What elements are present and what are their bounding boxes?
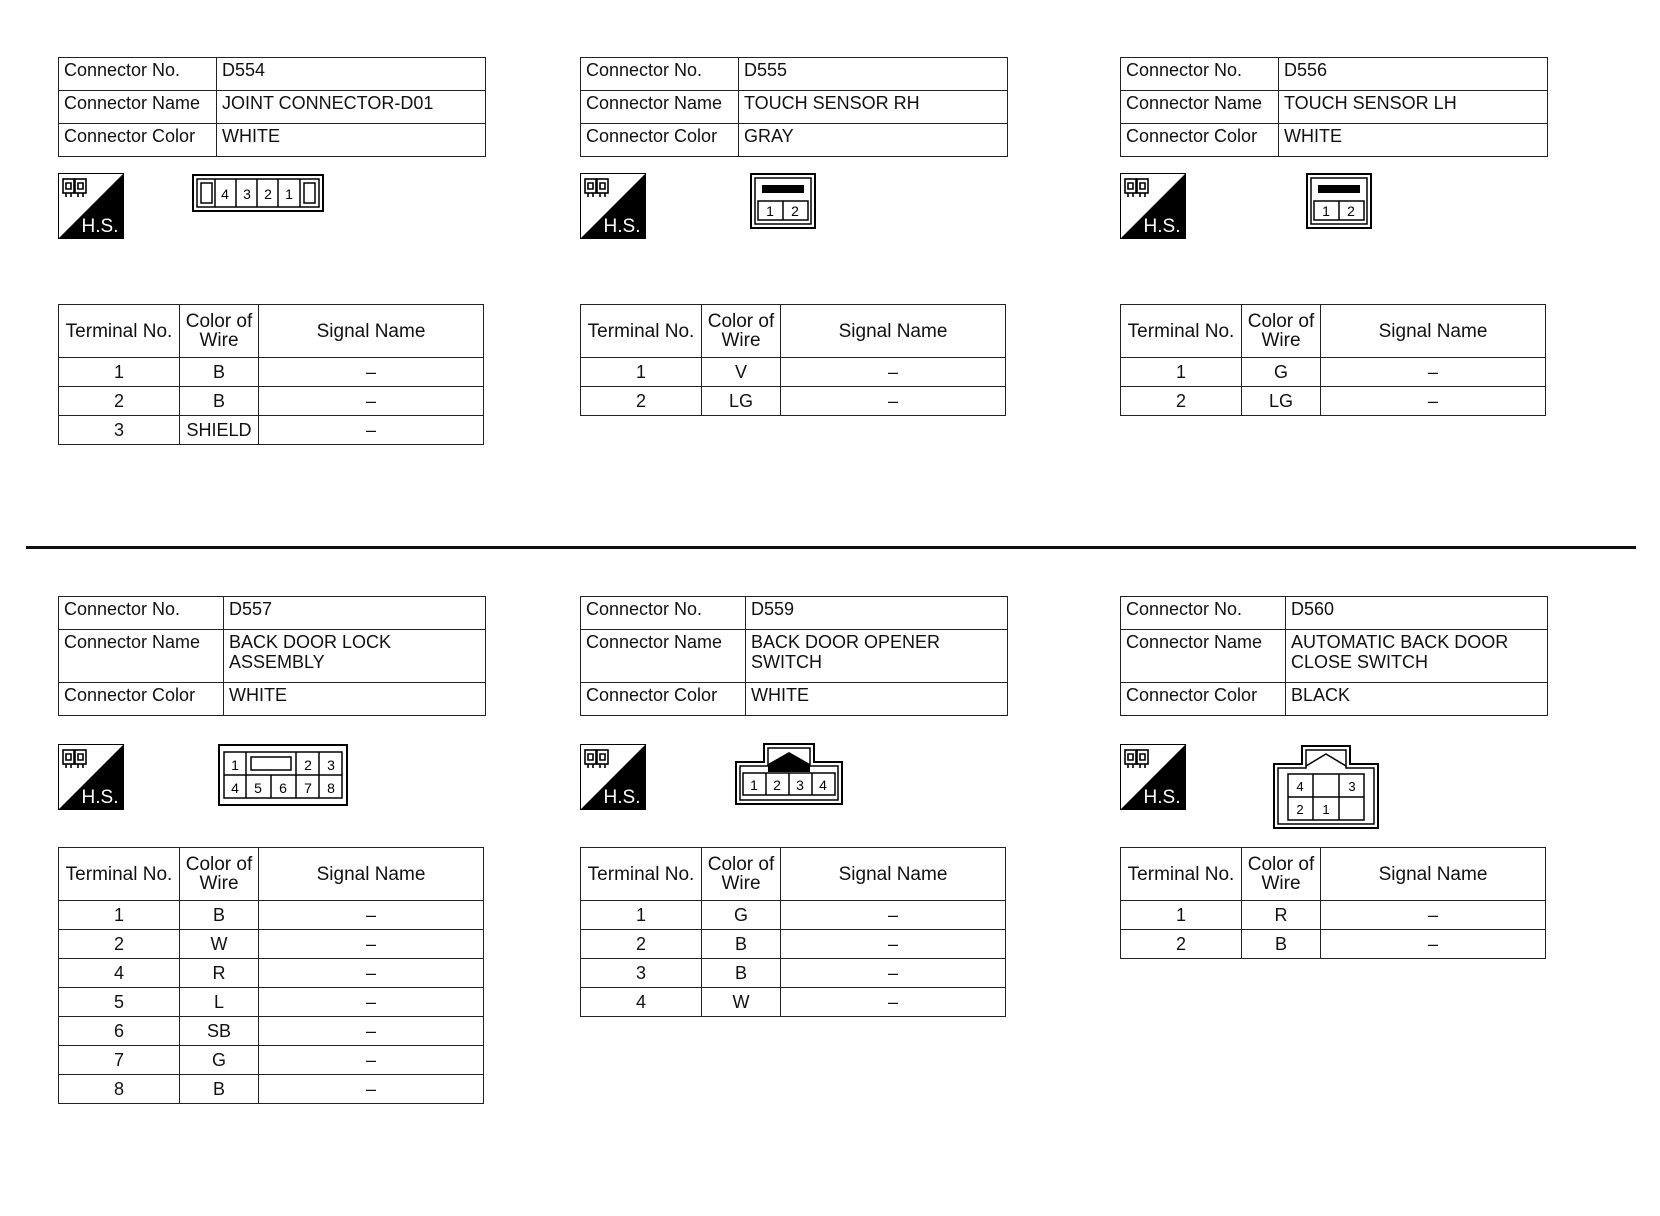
table-row: 3 SHIELD –: [59, 416, 484, 445]
connector-face-diagram: [218, 744, 348, 806]
table-row: 7 G –: [59, 1046, 484, 1075]
table-row: 5 L –: [59, 988, 484, 1017]
connector-color-value: GRAY: [739, 124, 1008, 157]
signal-name-header: Signal Name: [1321, 848, 1546, 901]
signal-name-header: Signal Name: [781, 848, 1006, 901]
connector-name-label: Connector Name: [1121, 630, 1286, 683]
connector-face-diagram: [1306, 173, 1372, 229]
connector-name-value: TOUCH SENSOR RH: [739, 91, 1008, 124]
pin-label: 1: [231, 757, 239, 773]
pin-label: 2: [264, 186, 272, 202]
wire-color-header: Color of Wire: [702, 848, 781, 901]
connector-name-label: Connector Name: [581, 630, 746, 683]
harness-side-icon: [1120, 173, 1186, 239]
pin-label: 2: [304, 757, 312, 773]
pin-label: 1: [1322, 203, 1330, 219]
signal-name-header: Signal Name: [259, 305, 484, 358]
connector-name-label: Connector Name: [1121, 91, 1279, 124]
table-row: 1 V –: [581, 358, 1006, 387]
table-row: 8 B –: [59, 1075, 484, 1104]
pin-label: 1: [766, 203, 774, 219]
terminal-no-header: Terminal No.: [581, 848, 702, 901]
pin-label: 3: [1348, 779, 1356, 794]
signal-name-header: Signal Name: [259, 848, 484, 901]
terminal-table: [1120, 304, 1546, 416]
wire-color-header: Color of Wire: [1242, 305, 1321, 358]
terminal-table: [580, 304, 1006, 416]
connector-info-table: [58, 57, 486, 157]
pin-label: 4: [231, 780, 239, 796]
terminal-no-header: Terminal No.: [1121, 848, 1242, 901]
pin-label: 3: [796, 777, 804, 793]
connector-color-value: WHITE: [1279, 124, 1548, 157]
svg-text:H.S.: H.S.: [1143, 216, 1181, 237]
connector-name-value: TOUCH SENSOR LH: [1279, 91, 1548, 124]
pin-label: 3: [327, 757, 335, 773]
pin-label: 2: [1296, 802, 1304, 817]
svg-text:H.S.: H.S.: [603, 216, 641, 237]
terminal-table: [58, 847, 484, 1104]
table-row: 4 W –: [581, 988, 1006, 1017]
connector-no-value: D557: [223, 597, 485, 630]
svg-text:H.S.: H.S.: [81, 787, 119, 808]
connector-info-table: [580, 57, 1008, 157]
harness-side-icon: [580, 744, 646, 810]
pin-label: 1: [285, 186, 293, 202]
connector-color-label: Connector Color: [581, 683, 746, 716]
harness-side-icon: [580, 173, 646, 239]
table-row: 1 G –: [1121, 358, 1546, 387]
table-row: 1 B –: [59, 358, 484, 387]
connector-no-value: D556: [1279, 58, 1548, 91]
connector-no-label: Connector No.: [581, 597, 746, 630]
table-row: 2 W –: [59, 930, 484, 959]
terminal-table: [1120, 847, 1546, 959]
connector-color-label: Connector Color: [59, 124, 217, 157]
connector-face-diagram: [734, 742, 844, 806]
terminal-no-header: Terminal No.: [59, 305, 180, 358]
table-row: 3 B –: [581, 959, 1006, 988]
wire-color-header: Color of Wire: [180, 305, 259, 358]
connector-name-value: BACK DOOR OPENER SWITCH: [745, 630, 1007, 683]
pin-label: 2: [791, 203, 799, 219]
svg-text:H.S.: H.S.: [1143, 787, 1181, 808]
connector-face-diagram: [1272, 744, 1380, 830]
connector-no-value: D559: [745, 597, 1007, 630]
pin-label: 4: [819, 777, 827, 793]
harness-side-icon: [58, 744, 124, 810]
connector-face-diagram: [192, 174, 324, 212]
pin-label: 1: [1322, 802, 1330, 817]
connector-color-value: WHITE: [223, 683, 485, 716]
pin-label: 8: [327, 780, 335, 796]
table-row: 1 R –: [1121, 901, 1546, 930]
pin-label: 5: [254, 780, 262, 796]
connector-name-label: Connector Name: [59, 91, 217, 124]
table-row: 2 LG –: [1121, 387, 1546, 416]
signal-name-header: Signal Name: [781, 305, 1006, 358]
connector-no-label: Connector No.: [1121, 58, 1279, 91]
pin-label: 7: [304, 780, 312, 796]
connector-color-label: Connector Color: [1121, 683, 1286, 716]
terminal-table: [580, 847, 1006, 1017]
connector-info-table: [1120, 57, 1548, 157]
pin-label: 2: [1347, 203, 1355, 219]
connector-face-diagram: [750, 173, 816, 229]
connector-no-value: D554: [217, 58, 486, 91]
pin-label: 4: [1296, 779, 1304, 794]
table-row: 4 R –: [59, 959, 484, 988]
connector-no-value: D560: [1285, 597, 1547, 630]
section-divider: [26, 546, 1636, 549]
harness-side-icon: [1120, 744, 1186, 810]
connector-name-label: Connector Name: [581, 91, 739, 124]
pin-label: 1: [750, 777, 758, 793]
table-row: 1 G –: [581, 901, 1006, 930]
wire-color-header: Color of Wire: [702, 305, 781, 358]
connector-name-value: JOINT CONNECTOR-D01: [217, 91, 486, 124]
pin-label: 6: [279, 780, 287, 796]
table-row: 6 SB –: [59, 1017, 484, 1046]
table-row: 1 B –: [59, 901, 484, 930]
pin-label: 2: [773, 777, 781, 793]
connector-no-label: Connector No.: [59, 597, 224, 630]
terminal-no-header: Terminal No.: [581, 305, 702, 358]
table-row: 2 LG –: [581, 387, 1006, 416]
table-row: 2 B –: [1121, 930, 1546, 959]
table-row: 2 B –: [581, 930, 1006, 959]
terminal-no-header: Terminal No.: [1121, 305, 1242, 358]
connector-info-table: [1120, 596, 1548, 716]
connector-color-label: Connector Color: [59, 683, 224, 716]
svg-text:H.S.: H.S.: [603, 787, 641, 808]
wire-color-header: Color of Wire: [180, 848, 259, 901]
connector-no-value: D555: [739, 58, 1008, 91]
connector-info-table: [580, 596, 1008, 716]
connector-name-label: Connector Name: [59, 630, 224, 683]
pin-label: 3: [243, 186, 251, 202]
svg-text:H.S.: H.S.: [81, 216, 119, 237]
connector-color-value: BLACK: [1285, 683, 1547, 716]
connector-color-value: WHITE: [745, 683, 1007, 716]
terminal-no-header: Terminal No.: [59, 848, 180, 901]
terminal-table: [58, 304, 484, 445]
connector-color-label: Connector Color: [1121, 124, 1279, 157]
connector-info-table: [58, 596, 486, 716]
connector-name-value: BACK DOOR LOCK ASSEMBLY: [223, 630, 485, 683]
wire-color-header: Color of Wire: [1242, 848, 1321, 901]
connector-no-label: Connector No.: [581, 58, 739, 91]
connector-color-value: WHITE: [217, 124, 486, 157]
connector-name-value: AUTOMATIC BACK DOOR CLOSE SWITCH: [1285, 630, 1547, 683]
connector-color-label: Connector Color: [581, 124, 739, 157]
table-row: 2 B –: [59, 387, 484, 416]
signal-name-header: Signal Name: [1321, 305, 1546, 358]
pin-label: 4: [221, 186, 229, 202]
harness-side-icon: [58, 173, 124, 239]
connector-no-label: Connector No.: [59, 58, 217, 91]
connector-no-label: Connector No.: [1121, 597, 1286, 630]
